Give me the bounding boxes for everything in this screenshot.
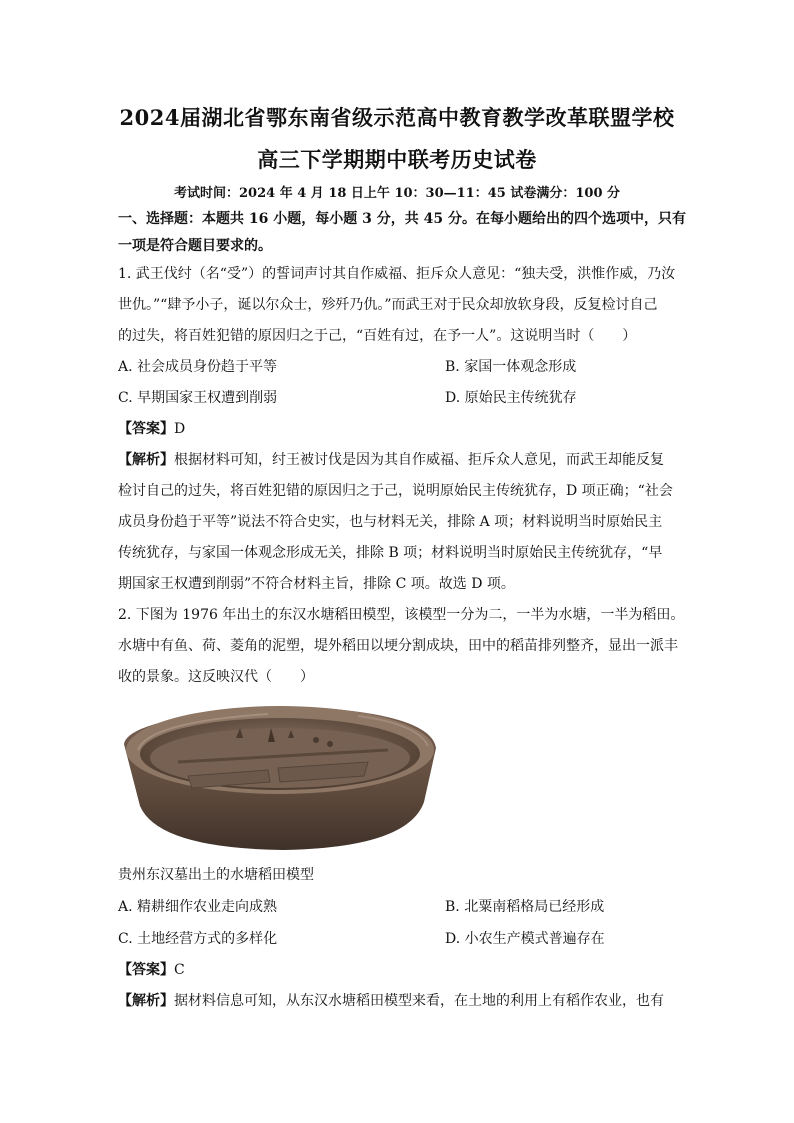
q2-option-b: B. 北粟南稻格局已经形成: [445, 899, 605, 915]
answer-label: 【答案】: [118, 421, 174, 437]
analysis-label: 【解析】: [118, 452, 174, 468]
answer-value: C: [174, 962, 185, 978]
q1-stem-line1: 1. 武王伐纣（名“受”）的誓词声讨其自作威福、拒斥众人意见：“独夫受，洪惟作威，乃汝: [118, 266, 676, 282]
q2-photo-caption: 贵州东汉墓出土的水塘稻田模型: [118, 867, 314, 883]
exam-info: 考试时间：2024 年 4 月 18 日上午 10：30—11：45 试卷满分：100 分: [173, 186, 621, 201]
section-instruction-line1: 一、选择题：本题共 16 小题，每小题 3 分，共 45 分。在每小题给出的四个选项中，只有: [118, 211, 686, 227]
q1-stem-line3: 的过失，将百姓犯错的原因归之于己，“百姓有过，在予一人”。这说明当时（ ）: [118, 328, 637, 344]
q1-option-c: C. 早期国家王权遭到削弱: [118, 390, 278, 406]
q2-analysis-line1: [118, 990, 678, 1010]
q1-answer: [118, 418, 678, 438]
q1-stem-line2: 世仇。”“肆予小子，诞以尔众士，殄歼乃仇。”而武王对于民众却放软身段，反复检讨自己: [118, 297, 658, 313]
pond-paddy-model-photo: [118, 698, 440, 852]
q1-option-d: D. 原始民主传统犹存: [445, 390, 577, 406]
analysis-label: 【解析】: [118, 993, 174, 1009]
q2-stem-line3: 收的景象。这反映汉代（ ）: [118, 669, 314, 685]
q2-option-a: A. 精耕细作农业走向成熟: [118, 899, 278, 915]
analysis-text: 据材料信息可知，从东汉水塘稻田模型来看，在土地的利用上有稻作农业，也有: [174, 993, 664, 1009]
analysis-text: 根据材料可知，纣王被讨伐是因为其自作威福、拒斥众人意见，而武王却能反复: [174, 452, 664, 468]
q1-analysis-line3: 成员身份趋于平等”说法不符合史实，也与材料无关，排除 A 项；材料说明当时原始民主: [118, 514, 663, 530]
q1-analysis-line5: 期国家王权遭到削弱”不符合材料主旨，排除 C 项。故选 D 项。: [118, 576, 515, 592]
q2-stem-line2: 水塘中有鱼、荷、菱角的泥塑，堤外稻田以埂分割成块，田中的稻苗排列整齐，显出一派丰: [118, 638, 678, 654]
answer-value: D: [174, 421, 186, 437]
q2-option-d: D. 小农生产模式普遍存在: [445, 931, 605, 947]
q2-stem-line1: 2. 下图为 1976 年出土的东汉水塘稻田模型，该模型一分为二，一半为水塘，一半为稻田。: [118, 607, 685, 623]
q1-analysis-line4: 传统犹存，与家国一体观念形成无关，排除 B 项；材料说明当时原始民主传统犹存，“早: [118, 545, 663, 561]
q1-analysis-line1: [118, 449, 678, 469]
answer-label: 【答案】: [118, 962, 174, 978]
exam-title-line1: 2024届湖北省鄂东南省级示范高中教育教学改革联盟学校: [119, 105, 675, 130]
q1-analysis-line2: 检讨自己的过失，将百姓犯错的原因归之于己，说明原始民主传统犹存，D 项正确；“社会: [118, 483, 673, 499]
q2-answer: [118, 959, 678, 979]
q2-option-c: C. 土地经营方式的多样化: [118, 931, 278, 947]
section-instruction-line2: 一项是符合题目要求的。: [118, 238, 272, 254]
q1-option-a: A. 社会成员身份趋于平等: [118, 359, 278, 375]
exam-title-line2: 高三下学期期中联考历史试卷: [257, 147, 537, 172]
q1-option-b: B. 家国一体观念形成: [445, 359, 577, 375]
